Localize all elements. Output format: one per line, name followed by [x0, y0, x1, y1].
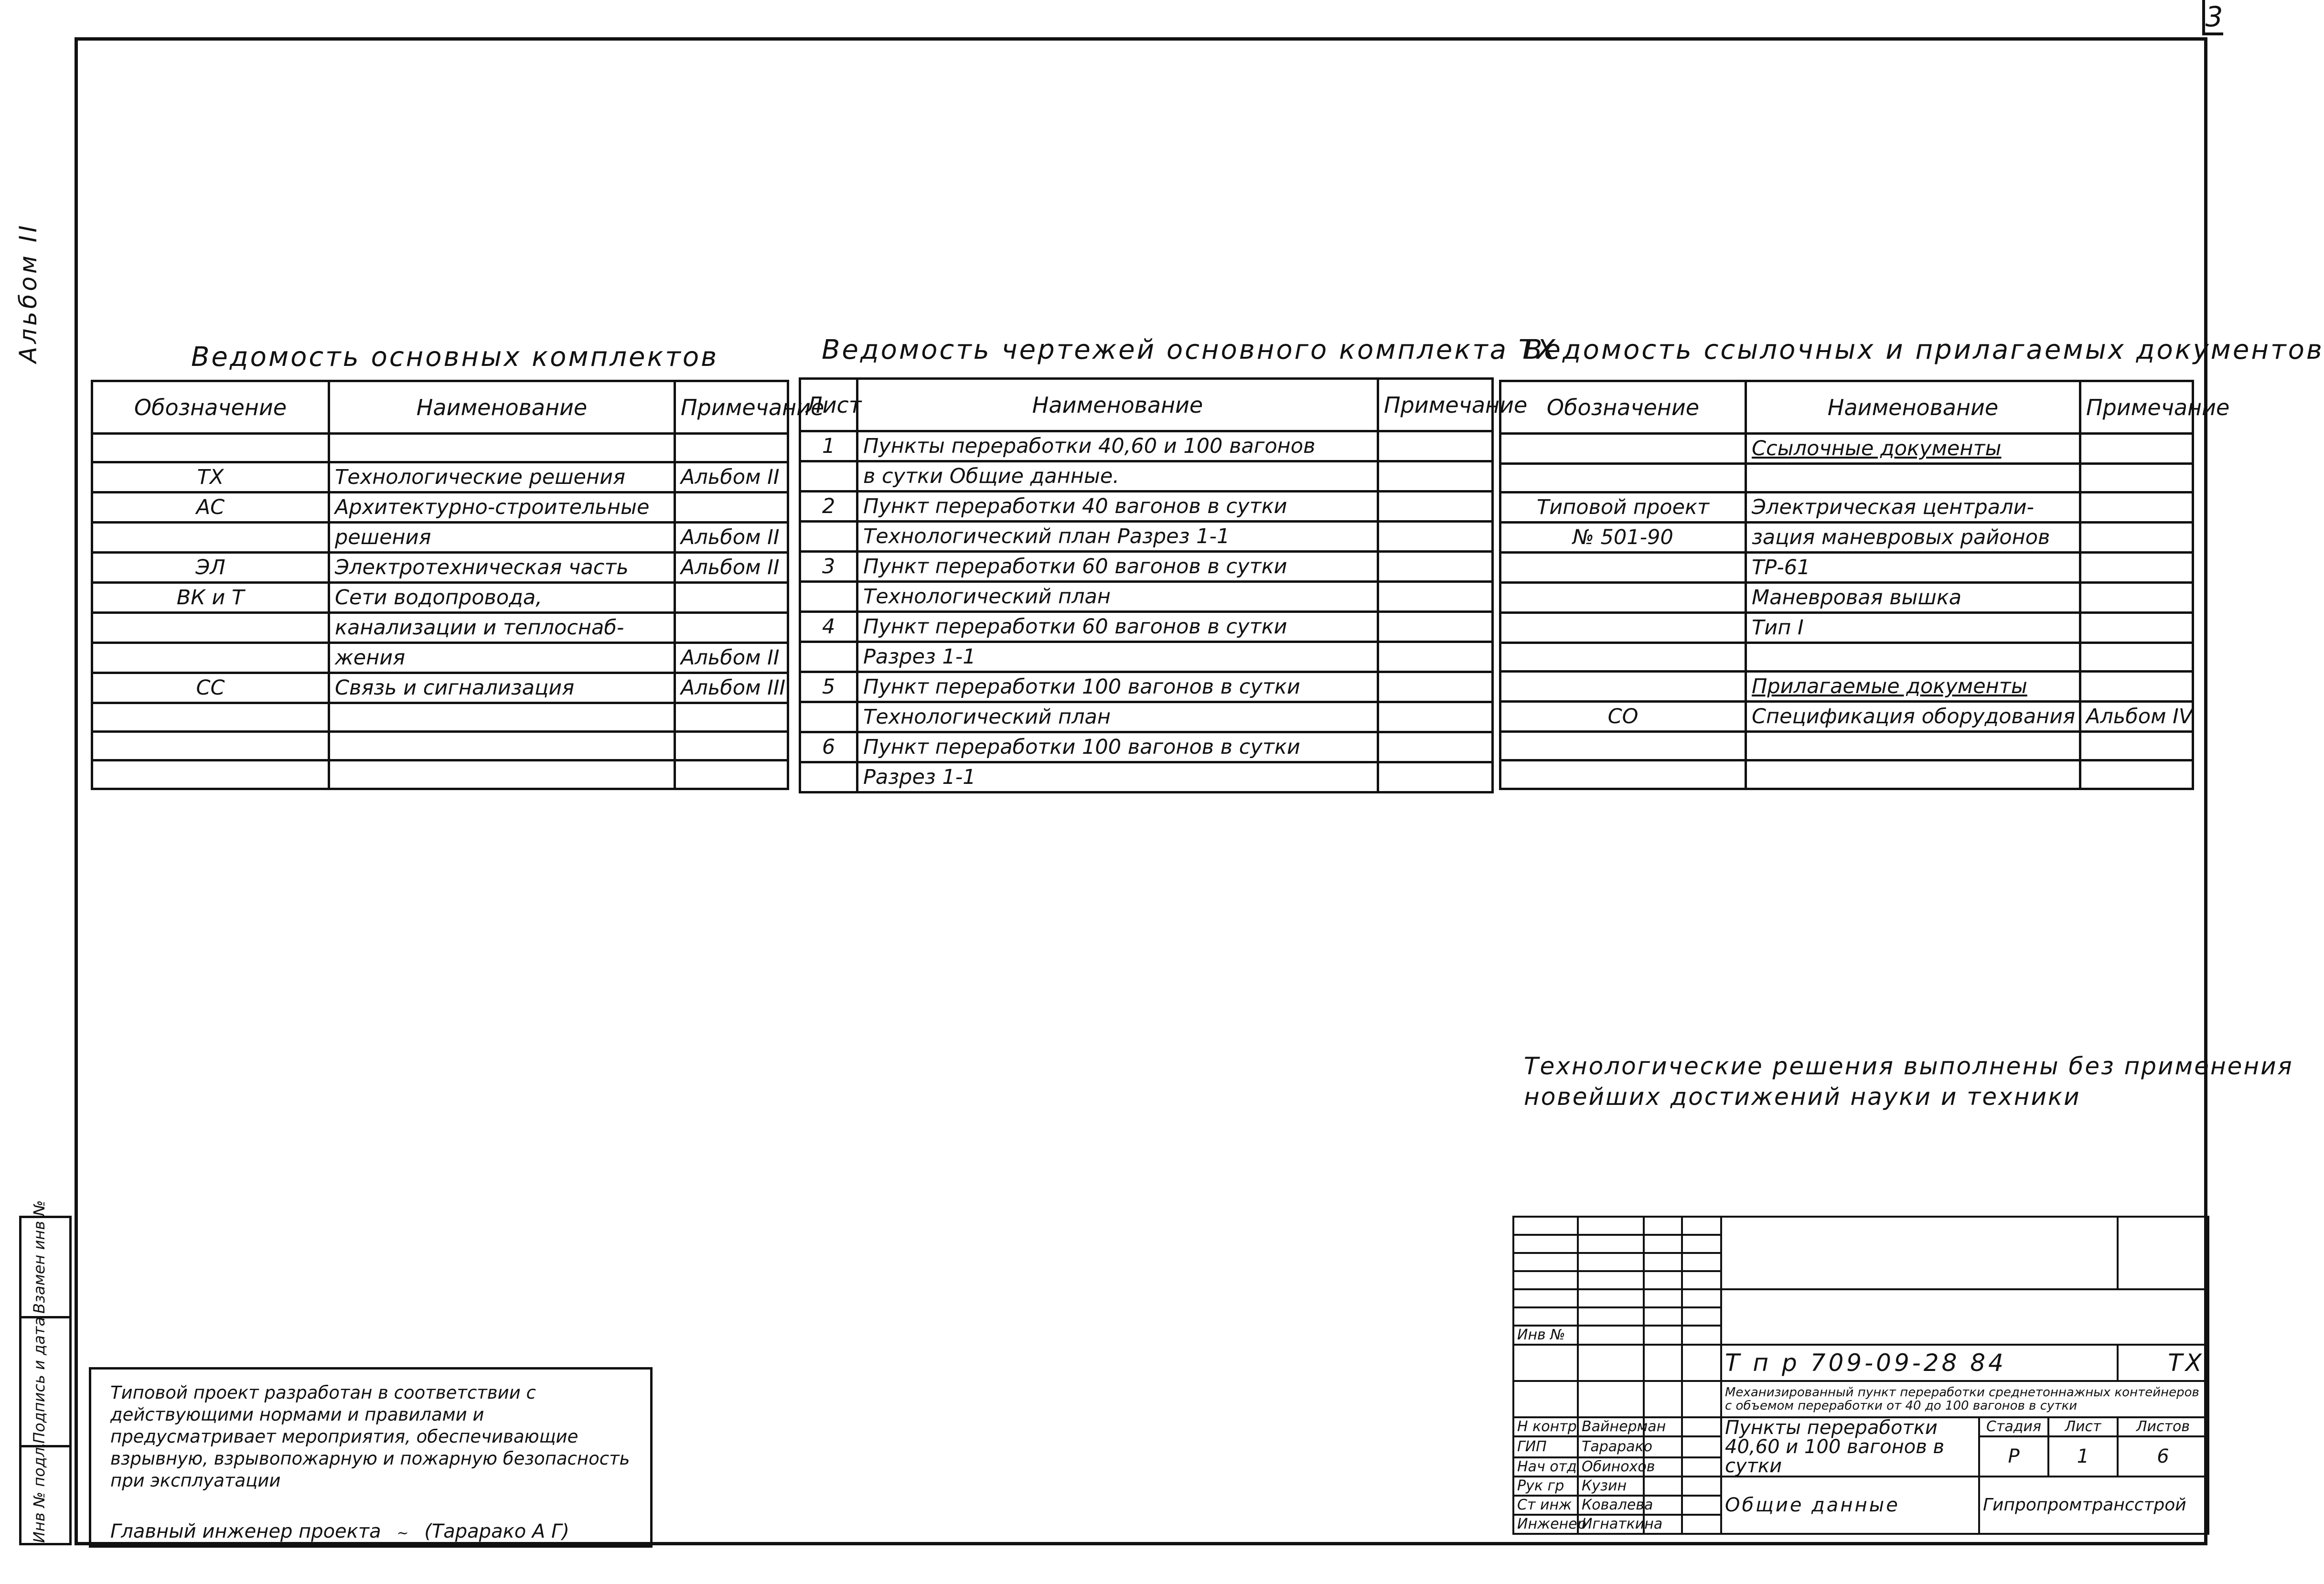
- sheet-number: 3: [2202, 0, 2223, 35]
- table-row: [1500, 760, 2193, 789]
- table-row: [800, 582, 1493, 612]
- table-cell: [92, 703, 329, 732]
- table-cell: Связь и сигнализация: [329, 673, 675, 703]
- sheets-value: 6: [2118, 1436, 2208, 1477]
- staff-role: Инженер: [1513, 1515, 1578, 1534]
- table-cell: [1746, 760, 2080, 789]
- margin-replace-label: Взамен инв №: [30, 1200, 48, 1314]
- sheet-value: 1: [2048, 1436, 2118, 1477]
- table-row: [800, 762, 1493, 792]
- table-cell: [1746, 464, 2080, 492]
- table-cell: [2080, 553, 2193, 583]
- table-cell: 4: [800, 612, 857, 642]
- table-cell: [800, 642, 857, 672]
- staff-role: Рук гр: [1513, 1477, 1578, 1496]
- staff-role: Ст инж: [1513, 1496, 1578, 1515]
- table-row: [92, 760, 788, 789]
- main-sets-title: Ведомость основных комплектов: [191, 342, 719, 373]
- table-row: [92, 523, 788, 553]
- table-cell: Разрез 1-1: [857, 762, 1378, 792]
- table-cell: [1378, 762, 1493, 792]
- table-cell: Спецификация оборудования: [1746, 702, 2080, 732]
- staff-name: Кузин: [1578, 1477, 1644, 1496]
- table-row: [1500, 672, 2193, 702]
- table-row: [1500, 643, 2193, 672]
- table-cell: ТР-61: [1746, 553, 2080, 583]
- table-cell: [1378, 461, 1493, 492]
- table-cell: [1378, 431, 1493, 461]
- table-cell: Маневровая вышка: [1746, 583, 2080, 613]
- table-cell: [2080, 434, 2193, 464]
- table-cell: Ссылочные документы: [1746, 434, 2080, 464]
- table-cell: АС: [92, 492, 329, 523]
- table-cell: Технологические решения: [329, 462, 675, 492]
- staff-role: Н контр: [1513, 1417, 1578, 1436]
- table-cell: № 501-90: [1500, 523, 1746, 553]
- table-row: [800, 461, 1493, 492]
- table-row: [800, 642, 1493, 672]
- column-header: Примечание: [1378, 379, 1493, 431]
- table-row: [1500, 434, 2193, 464]
- table-cell: [1746, 732, 2080, 760]
- staff-name: Тарарако: [1578, 1436, 1644, 1457]
- table-cell: ТХ: [92, 462, 329, 492]
- table-cell: Технологический план: [857, 702, 1378, 732]
- table-cell: [2080, 643, 2193, 672]
- table-row: [92, 673, 788, 703]
- table-row: [92, 553, 788, 583]
- sheet-label: Лист: [2048, 1417, 2118, 1436]
- sheets-label: Листов: [2118, 1417, 2208, 1436]
- table-row: [92, 643, 788, 673]
- table-cell: [1378, 582, 1493, 612]
- table-cell: [2080, 672, 2193, 702]
- table-cell: [1500, 553, 1746, 583]
- drawings-table: [799, 377, 1528, 793]
- margin-cell: [21, 1442, 69, 1545]
- table-cell: [800, 522, 857, 552]
- table-cell: [675, 732, 788, 760]
- table-cell: СС: [92, 673, 329, 703]
- table-cell: жения: [329, 643, 675, 673]
- table-row: [800, 431, 1493, 461]
- margin-inv-label: Инв № подл.: [30, 1442, 48, 1543]
- table-cell: [1500, 760, 1746, 789]
- project-title: Механизированный пункт переработки среднетоннажных контейнеров с объемом переработки от 40 до 100 вагонов в сутки: [1721, 1381, 2208, 1417]
- table-cell: [1500, 613, 1746, 643]
- table-row: [92, 462, 788, 492]
- table-row: [800, 492, 1493, 522]
- table-cell: канализации и теплоснаб-: [329, 613, 675, 643]
- table-cell: [800, 461, 857, 492]
- title-block-table: [1512, 1216, 2209, 1535]
- column-header: Лист: [800, 379, 857, 431]
- table-row: [800, 612, 1493, 642]
- table-cell: 6: [800, 732, 857, 762]
- table-cell: [1378, 672, 1493, 702]
- chief-engineer-label: Главный инженер проекта: [110, 1520, 381, 1542]
- table-row: [92, 492, 788, 523]
- table-cell: [1378, 522, 1493, 552]
- table-cell: [1378, 492, 1493, 522]
- table-cell: Сети водопровода,: [329, 583, 675, 613]
- table-row: [92, 434, 788, 462]
- column-header: Примечание: [2080, 381, 2193, 434]
- column-header: Обозначение: [92, 381, 329, 434]
- table-cell: ВК и Т: [92, 583, 329, 613]
- references-table: [1499, 380, 2230, 790]
- table-row: [800, 732, 1493, 762]
- table-cell: [329, 434, 675, 462]
- drawings-title: Ведомость чертежей основного комплекта ТХ: [822, 334, 1557, 365]
- table-cell: СО: [1500, 702, 1746, 732]
- column-header: Наименование: [857, 379, 1378, 431]
- inv-label: Инв №: [1513, 1326, 1578, 1345]
- table-row: [1500, 732, 2193, 760]
- chief-engineer-line: [110, 1520, 631, 1544]
- chief-engineer-name: (Тарарако А Г): [424, 1520, 569, 1542]
- note-line: новейших достижений науки и техники: [1524, 1083, 2081, 1111]
- table-cell: [1500, 583, 1746, 613]
- stage-value: Р: [1979, 1436, 2048, 1477]
- table-cell: [92, 732, 329, 760]
- table-cell: в сутки Общие данные.: [857, 461, 1378, 492]
- table-cell: [2080, 523, 2193, 553]
- table-cell: [675, 434, 788, 462]
- signature-mark: ~: [396, 1525, 409, 1541]
- margin-stamp-strip: [19, 1200, 72, 1545]
- table-cell: [1378, 552, 1493, 582]
- table-cell: [92, 523, 329, 553]
- column-header: Обозначение: [1500, 381, 1746, 434]
- references-title: Ведомость ссылочных и прилагаемых документов: [1524, 334, 2324, 365]
- column-header: Наименование: [329, 381, 675, 434]
- table-cell: Альбом IV: [2080, 702, 2193, 732]
- table-cell: Электротехническая часть: [329, 553, 675, 583]
- document-code-suffix: ТХ: [2118, 1345, 2208, 1381]
- table-cell: [2080, 760, 2193, 789]
- table-cell: [2080, 464, 2193, 492]
- sheet-title: Пункты переработки 40,60 и 100 вагонов в сутки: [1721, 1417, 1979, 1477]
- main-sets-table: [91, 380, 825, 790]
- table-cell: [92, 760, 329, 789]
- table-cell: 1: [800, 431, 857, 461]
- table-cell: [675, 760, 788, 789]
- table-cell: [675, 613, 788, 643]
- table-cell: [1500, 672, 1746, 702]
- table-cell: Пункт переработки 100 вагонов в сутки: [857, 672, 1378, 702]
- table-cell: Пункт переработки 60 вагонов в сутки: [857, 552, 1378, 582]
- margin-album-label: Альбом II: [14, 222, 42, 363]
- table-cell: Альбом II: [675, 523, 788, 553]
- staff-role: ГИП: [1513, 1436, 1578, 1457]
- stage-label: Стадия: [1979, 1417, 2048, 1436]
- table-cell: [1500, 643, 1746, 672]
- table-row: [1500, 492, 2193, 523]
- table-cell: [2080, 613, 2193, 643]
- table-cell: [1378, 612, 1493, 642]
- table-cell: Пункт переработки 100 вагонов в сутки: [857, 732, 1378, 762]
- table-cell: 5: [800, 672, 857, 702]
- table-cell: [2080, 583, 2193, 613]
- table-cell: [329, 760, 675, 789]
- table-row: [1500, 553, 2193, 583]
- table-row: [1500, 523, 2193, 553]
- margin-cell: [21, 1200, 69, 1318]
- table-cell: Альбом II: [675, 462, 788, 492]
- table-cell: решения: [329, 523, 675, 553]
- table-cell: [675, 583, 788, 613]
- table-cell: ЭЛ: [92, 553, 329, 583]
- table-cell: [800, 702, 857, 732]
- table-cell: Пункт переработки 60 вагонов в сутки: [857, 612, 1378, 642]
- table-cell: [675, 492, 788, 523]
- table-row: [1500, 702, 2193, 732]
- section-title: Общие данные: [1721, 1477, 1979, 1534]
- table-cell: [1500, 732, 1746, 760]
- table-cell: [92, 434, 329, 462]
- table-row: [1500, 464, 2193, 492]
- table-row: [800, 672, 1493, 702]
- table-row: [92, 732, 788, 760]
- column-header: Наименование: [1746, 381, 2080, 434]
- table-cell: [1378, 732, 1493, 762]
- table-cell: Альбом II: [675, 643, 788, 673]
- table-cell: Типовой проект: [1500, 492, 1746, 523]
- organization: Гипропромтрансстрой: [1979, 1477, 2208, 1534]
- note-line: Технологические решения выполнены без применения: [1524, 1052, 2293, 1080]
- table-cell: [1378, 702, 1493, 732]
- table-cell: Архитектурно-строительные: [329, 492, 675, 523]
- table-cell: Технологический план Разрез 1-1: [857, 522, 1378, 552]
- table-cell: [1378, 642, 1493, 672]
- table-cell: [2080, 732, 2193, 760]
- table-row: [92, 613, 788, 643]
- column-header: Примечание: [675, 381, 788, 434]
- table-cell: [1500, 464, 1746, 492]
- table-row: [800, 552, 1493, 582]
- table-cell: [2080, 492, 2193, 523]
- table-cell: [800, 582, 857, 612]
- staff-name: Вайнерман: [1578, 1417, 1644, 1436]
- compliance-text: Типовой проект разработан в соответствии с действующими нормами и правилами и предусматривает мероприятия, обеспечивающие взрывную, взрывопожарную и пожарную безопасность при эксплуатации: [110, 1382, 630, 1491]
- table-cell: Электрическая централи-: [1746, 492, 2080, 523]
- table-cell: Разрез 1-1: [857, 642, 1378, 672]
- table-cell: [329, 732, 675, 760]
- margin-sign-label: Подпись и дата: [30, 1316, 48, 1444]
- title-block: [1512, 1216, 2207, 1545]
- compliance-box: [89, 1367, 653, 1548]
- table-cell: Пункт переработки 40 вагонов в сутки: [857, 492, 1378, 522]
- table-row: [800, 522, 1493, 552]
- table-cell: Прилагаемые документы: [1746, 672, 2080, 702]
- table-cell: 2: [800, 492, 857, 522]
- table-cell: 3: [800, 552, 857, 582]
- staff-role: Нач отд: [1513, 1457, 1578, 1477]
- table-cell: [1746, 643, 2080, 672]
- table-cell: [675, 703, 788, 732]
- technology-note: [1524, 1051, 2293, 1112]
- table-cell: [92, 613, 329, 643]
- table-cell: Альбом III: [675, 673, 788, 703]
- staff-name: Ковалева: [1578, 1496, 1644, 1515]
- table-cell: Тип I: [1746, 613, 2080, 643]
- staff-name: Игнаткина: [1578, 1515, 1644, 1534]
- table-row: [1500, 613, 2193, 643]
- table-cell: [800, 762, 857, 792]
- table-cell: [329, 703, 675, 732]
- table-cell: [1500, 434, 1746, 464]
- table-cell: Альбом II: [675, 553, 788, 583]
- table-cell: Технологический план: [857, 582, 1378, 612]
- document-code: Т п р 709-09-28 84: [1721, 1345, 2118, 1381]
- table-cell: Пункты переработки 40,60 и 100 вагонов: [857, 431, 1378, 461]
- table-row: [800, 702, 1493, 732]
- table-cell: зация маневровых районов: [1746, 523, 2080, 553]
- table-row: [92, 703, 788, 732]
- table-row: [1500, 583, 2193, 613]
- table-row: [92, 583, 788, 613]
- table-cell: [92, 643, 329, 673]
- staff-name: Обинохов: [1578, 1457, 1644, 1477]
- margin-cell: [21, 1318, 69, 1447]
